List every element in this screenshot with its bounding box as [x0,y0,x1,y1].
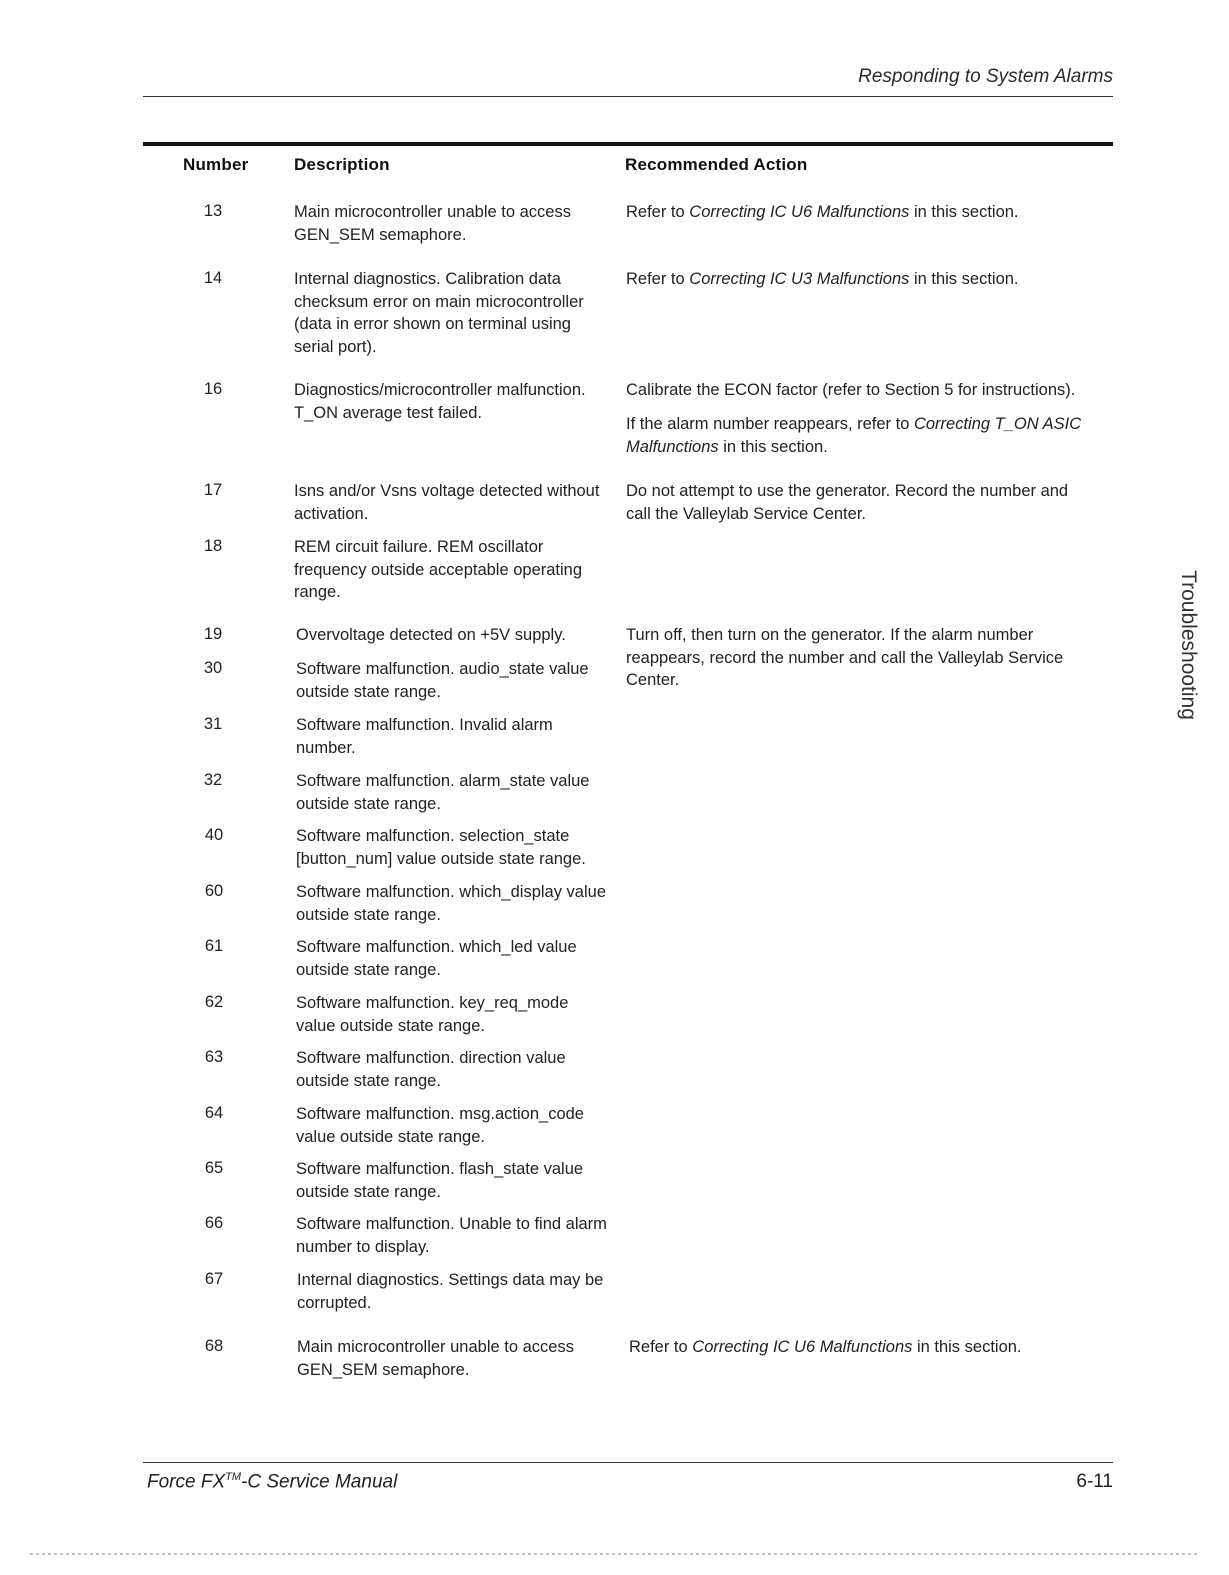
row-description: Internal diagnostics. Settings data may be corrupted. [297,1271,604,1312]
row-description: Software malfunction. selection_state [button_num] value outside state range. [296,827,586,868]
action-text: Refer to Correcting IC U6 Malfunctions in this section. [626,203,1019,221]
row-description: Isns and/or Vsns voltage detected without activation. [294,482,600,523]
row-description: Main microcontroller unable to access GEN_SEM semaphore. [294,203,571,244]
row-number: 30 [203,659,223,677]
row-number: 65 [204,1159,224,1177]
row-description: Software malfunction. which_display value outside state range. [296,883,606,924]
action-text: Turn off, then turn on the generator. If the alarm number reappears, record the number and call the Valleylab Service Center. [626,626,1064,689]
row-description: Software malfunction. key_req_mode value outside state range. [296,994,569,1035]
row-number: 40 [204,826,224,844]
section-side-tab [1168,570,1208,720]
row-description: Software malfunction. flash_state value outside state range. [296,1160,584,1201]
row-description: Software malfunction. msg.action_code value outside state range. [296,1105,584,1146]
row-number: 31 [203,715,223,733]
row-number: 63 [204,1048,224,1066]
row-number: 61 [204,937,224,955]
row-description: Software malfunction. direction value outside state range. [296,1049,566,1090]
action-text: Refer to Correcting IC U6 Malfunctions in this section. [629,1338,1022,1356]
scan-edge-artifact [30,1553,1199,1555]
action-text: If the alarm number reappears, refer to Correcting T_ON ASIC Malfunctions in this section. [626,415,1082,456]
action-text: Refer to Correcting IC U3 Malfunctions in this section. [626,270,1019,288]
row-number: 17 [203,481,223,499]
cross-reference: Correcting IC U3 Malfunctions [689,270,910,288]
row-number: 66 [204,1214,224,1232]
row-description: Internal diagnostics. Calibration data checksum error on main microcontroller (data in error shown on terminal using serial port). [294,270,584,356]
column-header-action: Recommended Action [625,155,808,174]
row-description: Overvoltage detected on +5V supply. [296,626,566,644]
row-number: 62 [204,993,224,1011]
row-number: 68 [204,1337,224,1355]
row-description: Software malfunction. Unable to find alarm number to display. [296,1215,607,1256]
side-tab-label: Troubleshooting [1177,570,1200,720]
cross-reference: Correcting T_ON ASIC Malfunctions [626,415,1082,456]
row-number: 64 [204,1104,224,1122]
column-header-number: Number [183,155,249,174]
footer-rule [143,1462,1113,1463]
row-description: Software malfunction. Invalid alarm number. [296,716,553,757]
row-description: Software malfunction. which_led value outside state range. [296,938,577,979]
row-number: 60 [204,882,224,900]
row-number: 19 [203,625,223,643]
footer-page-number: 6-11 [1076,1471,1113,1492]
column-header-description: Description [294,155,390,174]
cross-reference: Correcting IC U6 Malfunctions [692,1338,913,1356]
header-rule [143,96,1113,97]
footer-manual-title: Force FX™-C Service Manual [147,1471,398,1493]
cross-reference: Correcting IC U6 Malfunctions [689,203,910,221]
action-text: Do not attempt to use the generator. Record the number and call the Valleylab Service Center. [626,482,1069,523]
row-number: 67 [204,1270,224,1288]
row-description: Diagnostics/microcontroller malfunction. T_ON average test failed. [294,381,586,422]
table-top-rule [143,142,1113,146]
row-number: 32 [203,771,223,789]
row-number: 18 [203,537,223,555]
row-number: 13 [203,202,223,220]
row-number: 14 [203,269,223,287]
row-description: Software malfunction. alarm_state value outside state range. [296,772,590,813]
row-number: 16 [203,380,223,398]
row-description: Main microcontroller unable to access GEN_SEM semaphore. [297,1338,574,1379]
page-header-title: Responding to System Alarms [858,66,1113,87]
row-description: REM circuit failure. REM oscillator frequency outside acceptable operating range. [294,538,583,601]
action-text: Calibrate the ECON factor (refer to Section 5 for instructions). [626,381,1076,399]
row-description: Software malfunction. audio_state value outside state range. [296,660,589,701]
